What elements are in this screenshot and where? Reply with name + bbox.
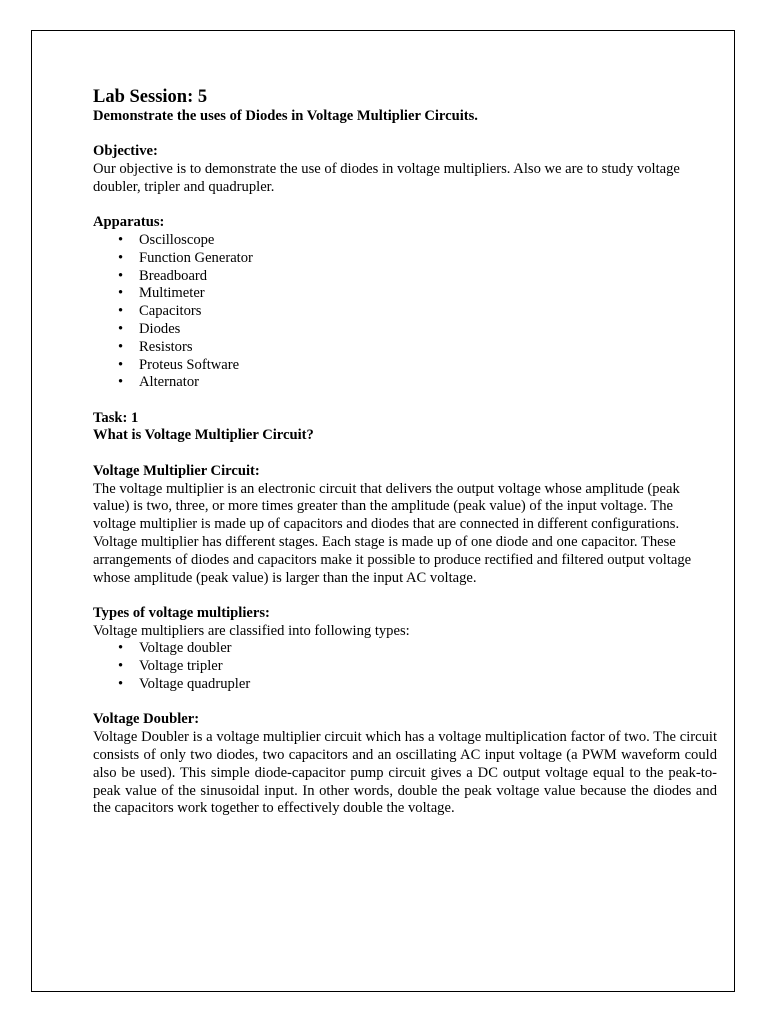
bullet-icon: • bbox=[118, 285, 124, 302]
types-item: • Voltage doubler bbox=[118, 640, 232, 657]
task-label: Task: 1 bbox=[93, 409, 139, 426]
bullet-icon: • bbox=[118, 267, 124, 284]
bullet-icon: • bbox=[118, 338, 124, 355]
lab-title: Lab Session: 5 bbox=[93, 87, 208, 107]
apparatus-item: • Proteus Software bbox=[118, 356, 240, 373]
bullet-icon: • bbox=[118, 231, 124, 248]
apparatus-item: • Diodes bbox=[118, 320, 181, 337]
vm-circuit-heading: Voltage Multiplier Circuit: bbox=[93, 462, 260, 479]
bullet-icon: • bbox=[118, 658, 124, 675]
types-heading: Types of voltage multipliers: bbox=[93, 604, 270, 621]
objective-text: Our objective is to demonstrate the use of diodes in voltage multipliers. Also we are to study voltage doubler, tripler and quadrupler. bbox=[93, 161, 680, 195]
types-item: • Voltage tripler bbox=[118, 658, 223, 675]
apparatus-item: • Alternator bbox=[118, 374, 199, 391]
doubler-heading: Voltage Doubler: bbox=[93, 711, 200, 728]
doubler-text: Voltage Doubler is a voltage multiplier circuit which has a voltage multiplication factor of two. The circuit consists of only two diodes, two capacitors and an oscillating AC input voltage (a PWM waveform could also be used). This simple diode-capacitor pump circuit gives a DC output voltage equal to the peak-to-peak value of the sinusoidal input. In other words, double the peak voltage value because the diodes and the capacitors work together to effectively double the voltage. bbox=[93, 729, 717, 817]
objective-heading: Objective: bbox=[93, 143, 158, 160]
apparatus-item: • Multimeter bbox=[118, 285, 205, 302]
types-list bbox=[93, 640, 717, 693]
bullet-icon: • bbox=[118, 249, 124, 266]
apparatus-item: • Resistors bbox=[118, 338, 193, 355]
bullet-icon: • bbox=[118, 320, 124, 337]
bullet-icon: • bbox=[118, 303, 124, 320]
bullet-icon: • bbox=[118, 640, 124, 657]
bullet-icon: • bbox=[118, 356, 124, 373]
apparatus-heading: Apparatus: bbox=[93, 214, 165, 231]
apparatus-list bbox=[93, 232, 717, 392]
lab-subtitle: Demonstrate the uses of Diodes in Voltage Multiplier Circuits. bbox=[93, 108, 478, 124]
types-item: • Voltage quadrupler bbox=[118, 676, 251, 693]
task-question: What is Voltage Multiplier Circuit? bbox=[93, 427, 314, 444]
apparatus-item: • Capacitors bbox=[118, 303, 202, 320]
bullet-icon: • bbox=[118, 374, 124, 391]
vm-circuit-text: The voltage multiplier is an electronic circuit that delivers the output voltage whose amplitude (peak value) is two, three, or more times greater than the amplitude (peak value) of the input voltage. The voltage multiplier is made up of capacitors and diodes that are connected in different configurations. Voltage multiplier has different stages. Each stage is made up of one diode and one capacitor. These arrangements of diodes and capacitors make it possible to produce rectified and filtered output voltage whose amplitude (peak value) is larger than the input AC voltage. bbox=[93, 480, 692, 586]
types-intro: Voltage multipliers are classified into following types: bbox=[93, 622, 410, 639]
bullet-icon: • bbox=[118, 676, 124, 693]
apparatus-item: • Function Generator bbox=[118, 249, 253, 266]
apparatus-item: • Breadboard bbox=[118, 267, 208, 284]
document-body bbox=[93, 86, 717, 818]
apparatus-item: • Oscilloscope bbox=[118, 231, 215, 248]
